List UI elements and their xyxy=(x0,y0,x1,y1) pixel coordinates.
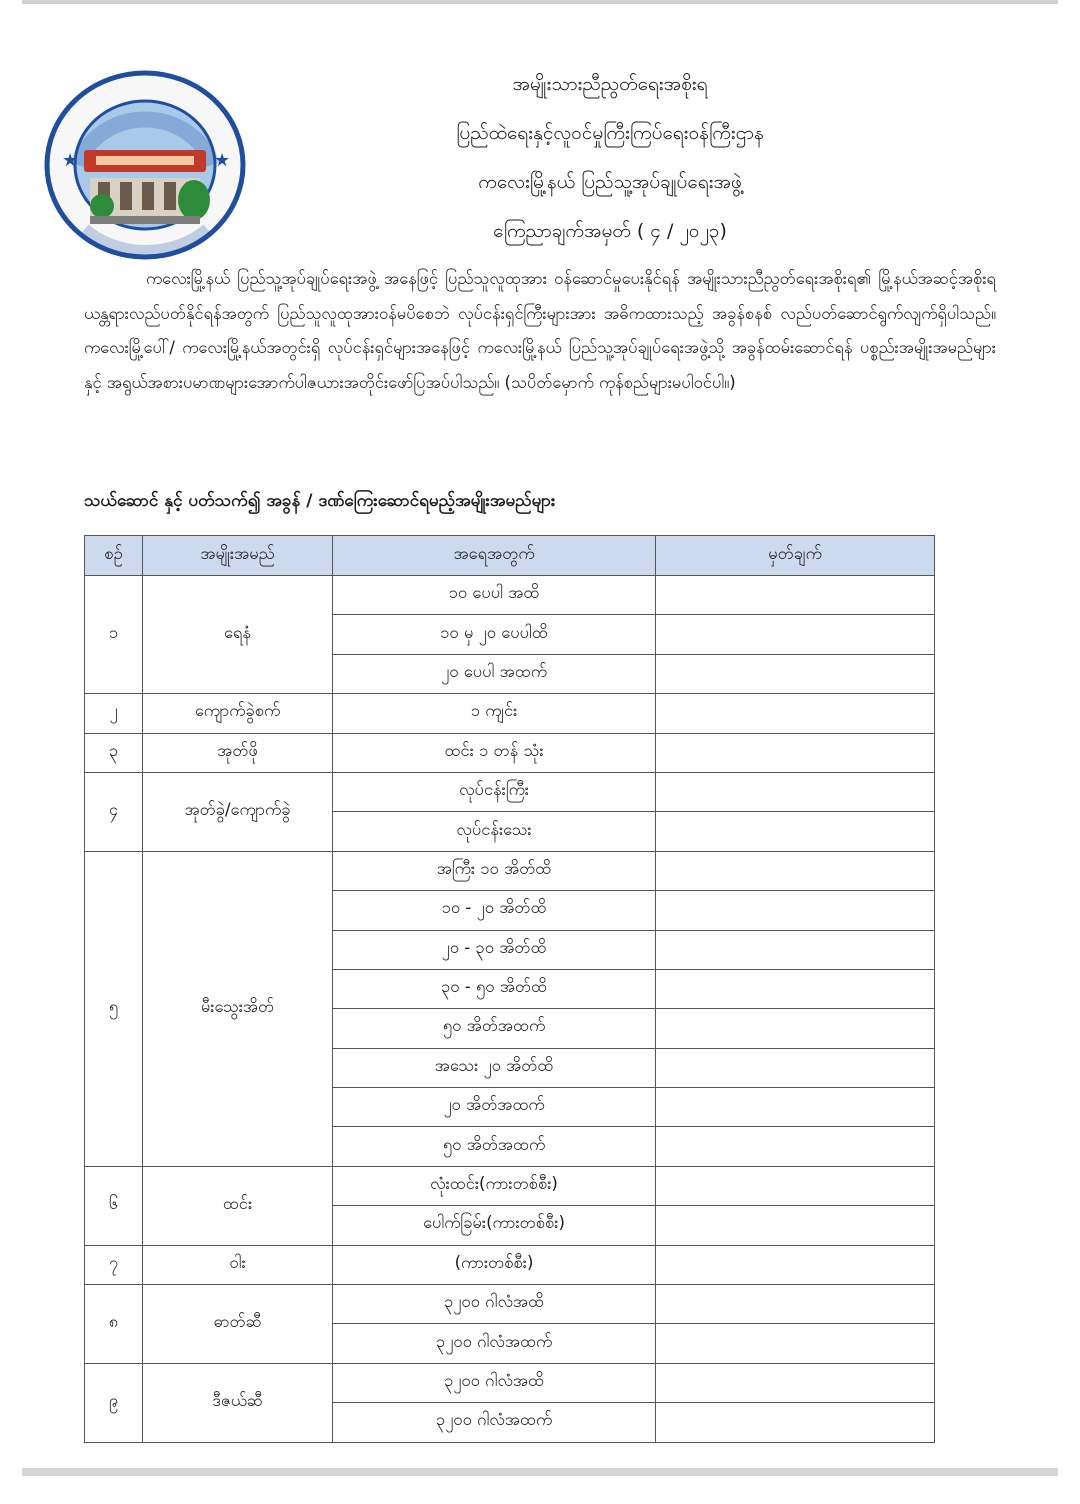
item-remark xyxy=(656,694,935,733)
table-row xyxy=(85,694,935,733)
header-no: စဉ် xyxy=(85,536,143,576)
item-remark xyxy=(656,969,935,1008)
item-quantity: ၂၀ - ၃၀ အိတ်ထိ xyxy=(333,930,656,969)
item-type: ထင်း xyxy=(143,1166,333,1245)
row-number: ၁ xyxy=(85,576,143,694)
item-quantity: ၃၂၀၀ ဂါလံအထက် xyxy=(333,1324,656,1363)
item-remark xyxy=(656,1363,935,1402)
row-number: ၅ xyxy=(85,851,143,1166)
table-row xyxy=(85,851,935,890)
table-row xyxy=(85,1363,935,1402)
row-number: ၈ xyxy=(85,1285,143,1364)
item-quantity: လုံးထင်း(ကားတစ်စီး) xyxy=(333,1166,656,1205)
ministry-name: ပြည်ထဲရေးနှင့်လူဝင်မှုကြီးကြပ်ရေးဝန်ကြီးဌာန xyxy=(456,122,764,144)
item-quantity: အကြီး ၁၀ အိတ်ထိ xyxy=(333,851,656,890)
government-name: အမျိုးသားညီညွတ်ရေးအစိုးရ xyxy=(512,73,708,95)
tax-table xyxy=(84,535,935,1443)
item-remark xyxy=(656,1206,935,1245)
item-quantity: ၁၀ မှ ၂၀ ပေပါထိ xyxy=(333,615,656,654)
table-row xyxy=(85,1285,935,1324)
item-type: ဓာတ်ဆီ xyxy=(143,1285,333,1364)
row-number: ၆ xyxy=(85,1166,143,1245)
svg-text:★: ★ xyxy=(214,150,231,171)
table-row xyxy=(85,772,935,811)
item-remark xyxy=(656,1088,935,1127)
item-remark xyxy=(656,1009,935,1048)
table-row xyxy=(85,733,935,772)
table-row xyxy=(85,1245,935,1284)
svg-text:★: ★ xyxy=(62,150,79,171)
item-remark xyxy=(656,1245,935,1284)
item-remark xyxy=(656,654,935,693)
bottom-rule xyxy=(22,1468,1058,1476)
item-type: ဝါး xyxy=(143,1245,333,1284)
item-quantity: ၃၂၀၀ ဂါလံအထိ xyxy=(333,1285,656,1324)
item-quantity: ၅၀ အိတ်အထက် xyxy=(333,1127,656,1166)
row-number: ၉ xyxy=(85,1363,143,1442)
item-quantity: (ကားတစ်စီး) xyxy=(333,1245,656,1284)
item-quantity: ၃၂၀၀ ဂါလံအထိ xyxy=(333,1363,656,1402)
item-remark xyxy=(656,1048,935,1087)
row-number: ၄ xyxy=(85,772,143,851)
letterhead-heading xyxy=(330,60,890,256)
item-type: ရေနံ xyxy=(143,576,333,694)
item-quantity: လုပ်ငန်းကြီး xyxy=(333,772,656,811)
item-type: ကျောက်ခွဲစက် xyxy=(143,694,333,733)
header-remark: မှတ်ချက် xyxy=(656,536,935,576)
item-type: အုတ်ဖို xyxy=(143,733,333,772)
row-number: ၂ xyxy=(85,694,143,733)
item-remark xyxy=(656,851,935,890)
item-type: ဒီဇယ်ဆီ xyxy=(143,1363,333,1442)
row-number: ၃ xyxy=(85,733,143,772)
row-number: ၇ xyxy=(85,1245,143,1284)
item-quantity: ၂၀ အိတ်အထက် xyxy=(333,1088,656,1127)
item-quantity: ၅၀ အိတ်အထက် xyxy=(333,1009,656,1048)
item-remark xyxy=(656,812,935,851)
table-row xyxy=(85,576,935,615)
item-quantity: ၃၂၀၀ ဂါလံအထက် xyxy=(333,1403,656,1442)
item-quantity: လုပ်ငန်းသေး xyxy=(333,812,656,851)
item-remark xyxy=(656,1166,935,1205)
table-header-row xyxy=(85,536,935,576)
item-remark xyxy=(656,930,935,969)
item-remark xyxy=(656,615,935,654)
header-type: အမျိုးအမည် xyxy=(143,536,333,576)
item-remark xyxy=(656,1127,935,1166)
item-remark xyxy=(656,1403,935,1442)
table-row xyxy=(85,1166,935,1205)
table-body xyxy=(85,576,935,1443)
announcement-body: ကလေးမြို့နယ် ပြည်သူ့အုပ်ချုပ်ရေးအဖွဲ့ အနေဖြင့် ပြည်သူလူထုအား ဝန်ဆောင်မှုပေးနိုင်ရန် အမျိုးသားညီညွတ်ရေးအစိုးရ၏ မြို့နယ်အဆင့်အစိုးရယန္တရားလည်ပတ်နိုင်ရန်အတွက် ပြည်သူလူထုအားဝန်မပိစေဘဲ လုပ်ငန်းရှင်ကြီးများအား အဓိကထားသည့် အခွန်စနစ် လည်ပတ်ဆောင်ရွက်လျက်ရှိပါသည်။ ကလေးမြို့ပေါ်/ ကလေးမြို့နယ်အတွင်းရှိ လုပ်ငန်းရှင်များအနေဖြင့် ကလေးမြို့နယ် ပြည်သူ့အုပ်ချုပ်ရေးအဖွဲ့သို့ အခွန်ထမ်းဆောင်ရန် ပစ္စည်းအမျိုးအမည်များနှင့် အရွယ်အစားပမာဏများအောက်ပါဇယားအတိုင်းဖော်ပြအပ်ပါသည်။ (သပိတ်မှောက် ကုန်စည်များမပါဝင်ပါ။) xyxy=(84,269,996,392)
item-quantity: အသေး ၂၀ အိတ်ထိ xyxy=(333,1048,656,1087)
top-rule xyxy=(22,0,1058,4)
item-quantity: ၂၀ ပေပါ အထက် xyxy=(333,654,656,693)
item-quantity: ၁ ကျင်း xyxy=(333,694,656,733)
item-type: မီးသွေးအိတ် xyxy=(143,851,333,1166)
administration-name: ကလေးမြို့နယ် ပြည်သူ့အုပ်ချုပ်ရေးအဖွဲ့ xyxy=(478,171,742,193)
item-quantity: ထင်း ၁ တန် သုံး xyxy=(333,733,656,772)
item-remark xyxy=(656,1285,935,1324)
item-remark xyxy=(656,1324,935,1363)
item-type: အုတ်ခွဲ/ကျောက်ခွဲ xyxy=(143,772,333,851)
item-quantity: ၁၀ ပေပါ အထိ xyxy=(333,576,656,615)
township-seal-logo xyxy=(44,70,246,260)
item-quantity: ပေါက်ခြမ်း(ကားတစ်စီး) xyxy=(333,1206,656,1245)
section-title: သယ်ဆောင် နှင့် ပတ်သက်၍ အခွန် / ဒဏ်ကြေးဆောင်ရမည့်အမျိုးအမည်များ xyxy=(84,491,556,511)
item-quantity: ၃၀ - ၅၀ အိတ်ထိ xyxy=(333,969,656,1008)
item-remark xyxy=(656,576,935,615)
item-remark xyxy=(656,891,935,930)
header-quantity: အရေအတွက် xyxy=(333,536,656,576)
item-remark xyxy=(656,772,935,811)
item-quantity: ၁၀ - ၂၀ အိတ်ထိ xyxy=(333,891,656,930)
announcement-number: ကြေညာချက်အမှတ် ( ၄ / ၂၀၂၃) xyxy=(493,220,727,242)
item-remark xyxy=(656,733,935,772)
